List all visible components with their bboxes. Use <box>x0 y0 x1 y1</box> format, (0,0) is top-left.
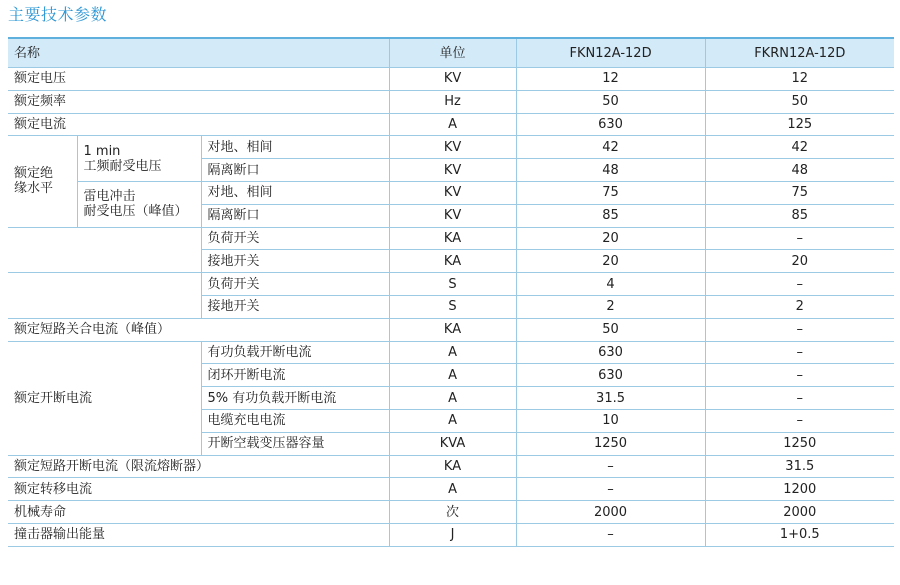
insulation-group-1 <box>77 136 201 182</box>
row-unit: S <box>389 295 516 318</box>
insulation-group-1-line-1: 1 min <box>83 143 121 159</box>
header-name: 名称 <box>8 38 389 68</box>
table-row <box>8 136 894 159</box>
insulation-label <box>8 136 77 227</box>
row-label: 额定频率 <box>8 90 389 113</box>
row-value-2: 48 <box>705 159 894 182</box>
row-unit: KV <box>389 181 516 204</box>
row-sub-label: 负荷开关 <box>201 227 389 250</box>
row-sub-label: 隔离断口 <box>201 204 389 227</box>
table-header-row <box>8 38 894 68</box>
row-sub-label: 电缆充电电流 <box>201 409 389 432</box>
row-value-1: 630 <box>516 113 705 136</box>
row-unit: J <box>389 523 516 546</box>
table-row <box>8 478 894 501</box>
row-unit: A <box>389 387 516 410</box>
row-unit: KV <box>389 68 516 91</box>
row-value-2: 2000 <box>705 501 894 524</box>
row-unit: S <box>389 273 516 296</box>
row-value-1: 1250 <box>516 432 705 455</box>
row-unit: KA <box>389 250 516 273</box>
row-sub-label: 有功负载开断电流 <box>201 341 389 364</box>
row-unit: KA <box>389 318 516 341</box>
row-sub-label: 开断空载变压器容量 <box>201 432 389 455</box>
row-unit: Hz <box>389 90 516 113</box>
row-value-2: – <box>705 409 894 432</box>
breaking-label: 额定开断电流 <box>8 341 201 455</box>
row-value-1: 20 <box>516 227 705 250</box>
row-sub-label: 隔离断口 <box>201 159 389 182</box>
row-unit: KV <box>389 136 516 159</box>
table-row <box>8 318 894 341</box>
row-value-2: – <box>705 364 894 387</box>
row-sub-label: 5% 有功负载开断电流 <box>201 387 389 410</box>
row-value-2: 12 <box>705 68 894 91</box>
table-row <box>8 227 894 250</box>
row-label: 额定短路开断电流（限流熔断器） <box>8 455 389 478</box>
row-value-2: 31.5 <box>705 455 894 478</box>
table-row <box>8 341 894 364</box>
row-value-1: 85 <box>516 204 705 227</box>
row-value-1: 75 <box>516 181 705 204</box>
row-value-1: 42 <box>516 136 705 159</box>
row-value-2: 75 <box>705 181 894 204</box>
insulation-label-line-2: 缘水平 <box>14 181 54 197</box>
row-label: 额定短路关合电流（峰值） <box>8 318 389 341</box>
row-value-1: 2 <box>516 295 705 318</box>
row-unit: KA <box>389 227 516 250</box>
insulation-label-line-1: 额定绝 <box>14 166 54 182</box>
row-label: 撞击器输出能量 <box>8 523 389 546</box>
row-unit: 次 <box>389 501 516 524</box>
spec-table <box>8 37 894 547</box>
row-value-2: 42 <box>705 136 894 159</box>
page-title: 主要技术参数 <box>8 5 108 24</box>
row-sub-label: 对地、相间 <box>201 181 389 204</box>
header-model-2: FKRN12A-12D <box>705 38 894 68</box>
row-value-2: 1200 <box>705 478 894 501</box>
row-value-2: 85 <box>705 204 894 227</box>
row-label: 额定电流 <box>8 113 389 136</box>
row-sub-label: 接地开关 <box>201 250 389 273</box>
row-value-1: 10 <box>516 409 705 432</box>
row-value-2: 50 <box>705 90 894 113</box>
insulation-group-2 <box>77 181 201 227</box>
row-value-1: 4 <box>516 273 705 296</box>
row-sub-label: 闭环开断电流 <box>201 364 389 387</box>
row-label: 额定转移电流 <box>8 478 389 501</box>
row-value-1: 31.5 <box>516 387 705 410</box>
table-row <box>8 523 894 546</box>
row-value-2: 1+0.5 <box>705 523 894 546</box>
empty-group-label <box>8 227 201 273</box>
header-unit: 单位 <box>389 38 516 68</box>
row-value-1: 630 <box>516 364 705 387</box>
row-unit: A <box>389 409 516 432</box>
row-value-2: 1250 <box>705 432 894 455</box>
insulation-group-2-line-1: 雷电冲击 <box>83 189 136 205</box>
row-value-2: – <box>705 387 894 410</box>
row-sub-label: 接地开关 <box>201 295 389 318</box>
row-sub-label: 负荷开关 <box>201 273 389 296</box>
table-row <box>8 181 894 204</box>
row-value-1: 50 <box>516 318 705 341</box>
row-value-1: 12 <box>516 68 705 91</box>
row-value-2: 2 <box>705 295 894 318</box>
row-value-1: 48 <box>516 159 705 182</box>
insulation-group-1-line-2: 工频耐受电压 <box>83 158 162 174</box>
table-row <box>8 90 894 113</box>
row-value-1: 50 <box>516 90 705 113</box>
row-value-2: – <box>705 341 894 364</box>
row-value-1: 630 <box>516 341 705 364</box>
table-row <box>8 68 894 91</box>
row-label: 机械寿命 <box>8 501 389 524</box>
row-value-2: – <box>705 273 894 296</box>
insulation-group-2-line-2: 耐受电压（峰值） <box>83 204 188 220</box>
row-unit: KV <box>389 204 516 227</box>
row-unit: A <box>389 341 516 364</box>
row-unit: A <box>389 113 516 136</box>
row-value-2: 20 <box>705 250 894 273</box>
row-unit: A <box>389 364 516 387</box>
table-row <box>8 455 894 478</box>
row-value-1: – <box>516 478 705 501</box>
empty-group-label <box>8 273 201 319</box>
table-row <box>8 501 894 524</box>
row-value-2: – <box>705 318 894 341</box>
header-model-1: FKN12A-12D <box>516 38 705 68</box>
row-unit: KVA <box>389 432 516 455</box>
row-unit: KA <box>389 455 516 478</box>
row-value-1: 2000 <box>516 501 705 524</box>
table-row <box>8 113 894 136</box>
table-row <box>8 273 894 296</box>
row-value-2: – <box>705 227 894 250</box>
row-value-1: 20 <box>516 250 705 273</box>
row-label: 额定电压 <box>8 68 389 91</box>
row-unit: A <box>389 478 516 501</box>
row-value-1: – <box>516 455 705 478</box>
row-value-1: – <box>516 523 705 546</box>
row-value-2: 125 <box>705 113 894 136</box>
row-sub-label: 对地、相间 <box>201 136 389 159</box>
row-unit: KV <box>389 159 516 182</box>
